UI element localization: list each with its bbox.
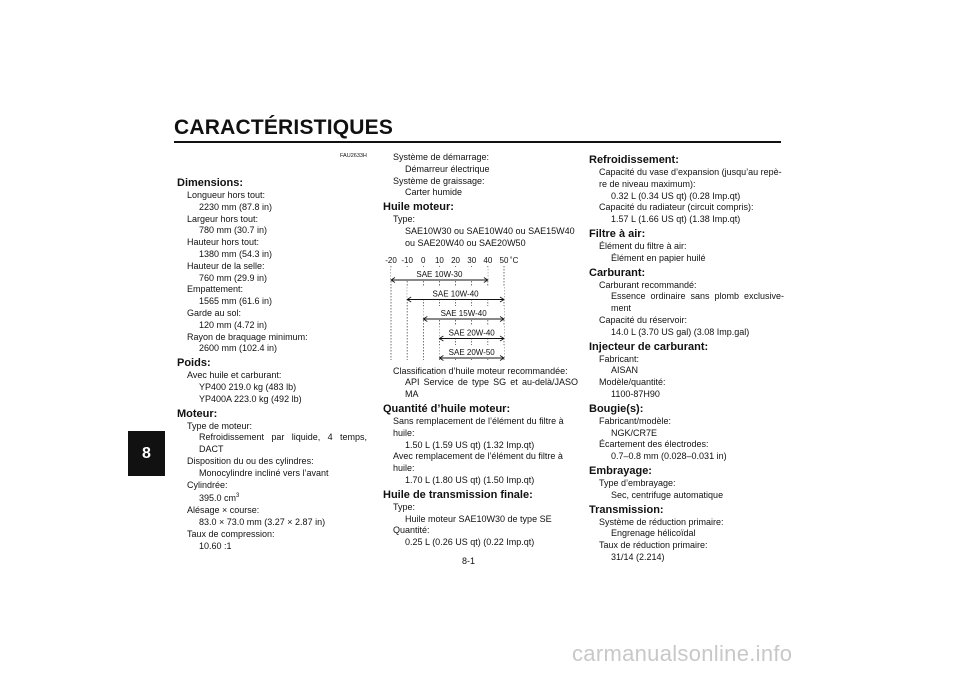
spec-value: YP400A 223.0 kg (492 lb) — [199, 393, 302, 404]
watermark: carmanualsonline.info — [572, 641, 793, 666]
heading-dimensions: Dimensions: — [177, 177, 244, 189]
spec-label: Type: — [393, 214, 416, 225]
spec-label: Taux de réduction primaire: — [599, 540, 708, 551]
spec-value: 0.32 L (0.34 US qt) (0.28 Imp.qt) — [611, 190, 741, 201]
spec-value: ment — [611, 303, 632, 314]
heading-refroidissement: Refroidissement: — [589, 154, 679, 166]
cylindree-value: 395.0 cm — [199, 493, 237, 504]
heading-moteur: Moteur: — [177, 407, 218, 420]
spec-label: Système de graissage: — [393, 175, 485, 186]
spec-label: Sans remplacement de l’élément du filtre à — [393, 415, 564, 426]
spec-value: 0.7–0.8 mm (0.028–0.031 in) — [611, 451, 727, 462]
spec-value: Démarreur électrique — [405, 163, 490, 174]
spec-label: Capacité du vase d’expansion (jusqu’au repè- — [599, 167, 782, 177]
tick-label: 20 — [451, 255, 461, 265]
spec-label: Disposition du ou des cylindres: — [187, 455, 314, 466]
heading-poids: Poids: — [177, 357, 211, 370]
spec-label: Avec huile et carburant: — [187, 370, 282, 381]
spec-value: 1380 mm (54.3 in) — [199, 248, 273, 259]
spec-label: Capacité du réservoir: — [599, 314, 688, 325]
spec-label: Capacité du radiateur (circuit compris): — [599, 202, 754, 213]
spec-label: Longueur hors tout: — [187, 190, 266, 200]
heading-filtre-air: Filtre à air: — [589, 227, 646, 240]
unit-label: ˚C — [510, 255, 519, 265]
spec-label: Type de moteur: — [187, 420, 253, 431]
spec-value: Carter humide — [405, 187, 463, 198]
spec-label: Empattement: — [187, 284, 244, 295]
spec-label: Quantité: — [393, 525, 430, 536]
spec-value: 1565 mm (61.6 in) — [199, 296, 273, 307]
heading-injecteur: Injecteur de carburant: — [589, 340, 709, 353]
column-1 — [177, 175, 367, 552]
series-label: SAE 10W-30 — [416, 269, 463, 279]
title-rule — [174, 141, 781, 143]
spec-label: Élément du filtre à air: — [599, 240, 687, 251]
spec-label: Fabricant/modèle: — [599, 415, 672, 426]
spec-value: Huile moteur SAE10W30 de type SE — [405, 513, 552, 524]
chapter-tab: 8 — [128, 431, 165, 476]
tick-label: 40 — [483, 255, 493, 265]
column-3 — [589, 152, 784, 564]
spec-value: 2600 mm (102.4 in) — [199, 343, 278, 354]
series-label: SAE 15W-40 — [440, 308, 487, 318]
series-label: SAE 10W-40 — [432, 289, 479, 299]
heading-bougie: Bougie(s): — [589, 402, 644, 415]
page-number: 8-1 — [462, 556, 476, 566]
spec-value: Refroidissement par liquide, 4 temps, — [199, 432, 367, 443]
tick-label: -10 — [401, 255, 413, 265]
spec-value: Sec, centrifuge automatique — [611, 489, 724, 500]
spec-label: Carburant recommandé: — [599, 279, 697, 290]
spec-value: Élément en papier huilé — [611, 252, 706, 263]
cylindree-exponent: 3 — [236, 493, 240, 500]
column-2 — [383, 152, 578, 549]
spec-label: Système de réduction primaire: — [599, 516, 724, 527]
spec-value: NGK/CR7E — [611, 427, 658, 438]
page-title: CARACTÉRISTIQUES — [174, 116, 394, 139]
tick-label: -20 — [385, 255, 397, 265]
spec-value: 14.0 L (3.70 US gal) (3.08 Imp.gal) — [611, 326, 750, 337]
spec-value: YP400 219.0 kg (483 lb) — [199, 381, 297, 392]
spec-value: 760 mm (29.9 in) — [199, 272, 268, 283]
series-label: SAE 20W-40 — [448, 328, 495, 338]
series-label: SAE 20W-50 — [448, 347, 495, 357]
spec-label: Largeur hors tout: — [187, 213, 259, 224]
spec-value: SAE10W30 ou SAE10W40 ou SAE15W40 — [405, 225, 575, 236]
spec-value: 0.25 L (0.26 US qt) (0.22 Imp.qt) — [405, 537, 535, 548]
spec-label: Taux de compression: — [187, 528, 275, 539]
heading-carburant: Carburant: — [589, 266, 646, 279]
spec-value: 1100-87H90 — [611, 388, 660, 399]
spec-label: Cylindrée: — [187, 479, 228, 490]
spec-label: Fabricant: — [599, 353, 640, 364]
spec-value: MA — [405, 389, 419, 400]
heading-huile-transmission: Huile de transmission finale: — [383, 488, 533, 501]
spec-value: 1.70 L (1.80 US qt) (1.50 Imp.qt) — [405, 474, 535, 485]
tick-label: 0 — [421, 255, 426, 265]
spec-label: Modèle/quantité: — [599, 377, 666, 388]
spec-value: 83.0 × 73.0 mm (3.27 × 2.87 in) — [199, 516, 326, 527]
spec-label: huile: — [393, 463, 415, 474]
spec-label: Hauteur hors tout: — [187, 237, 260, 248]
spec-value: DACT — [199, 444, 224, 455]
spec-label: Alésage × course: — [187, 505, 260, 516]
section-code: FAU2633H — [340, 153, 367, 159]
spec-value: API Service de type SG et au-delà/JASO — [405, 377, 578, 388]
spec-label: huile: — [393, 427, 415, 438]
spec-label: re de niveau maximum): — [599, 178, 696, 189]
spec-value: 31/14 (2.214) — [611, 551, 665, 562]
oil-viscosity-chart — [383, 254, 573, 366]
spec-label: Rayon de braquage minimum: — [187, 331, 308, 342]
spec-label: Avec remplacement de l’élément du filtre à — [393, 451, 563, 462]
spec-value: 1.57 L (1.66 US qt) (1.38 Imp.qt) — [611, 214, 741, 225]
spec-value: Monocylindre incliné vers l’avant — [199, 467, 329, 478]
spec-value: 10.60 :1 — [199, 540, 232, 551]
spec-label: Garde au sol: — [187, 307, 242, 318]
spec-value: Essence ordinaire sans plomb exclusive- — [611, 291, 784, 302]
spec-label: Hauteur de la selle: — [187, 260, 265, 271]
tick-label: 30 — [467, 255, 477, 265]
spec-value — [177, 491, 367, 505]
heading-transmission: Transmission: — [589, 503, 664, 516]
spec-label: Système de démarrage: — [393, 152, 490, 162]
tick-label: 10 — [434, 255, 444, 265]
spec-label: Type: — [393, 501, 416, 512]
spec-value: ou SAE20W40 ou SAE20W50 — [405, 237, 526, 248]
spec-value: 780 mm (30.7 in) — [199, 225, 268, 236]
spec-label: Classification d’huile moteur recommandée: — [393, 365, 568, 376]
heading-embrayage: Embrayage: — [589, 464, 652, 477]
spec-label: Écartement des électrodes: — [599, 439, 709, 450]
spec-value: 2230 mm (87.8 in) — [199, 201, 273, 212]
spec-value: 1.50 L (1.59 US qt) (1.32 Imp.qt) — [405, 439, 535, 450]
spec-label: Type d’embrayage: — [599, 477, 676, 488]
tick-label: 50 — [499, 255, 509, 265]
spec-value: AISAN — [611, 365, 639, 376]
spec-value: Engrenage hélicoïdal — [611, 528, 696, 539]
heading-huile-moteur: Huile moteur: — [383, 201, 454, 214]
heading-quantite-huile: Quantité d’huile moteur: — [383, 402, 511, 415]
spec-value: 120 mm (4.72 in) — [199, 319, 268, 330]
